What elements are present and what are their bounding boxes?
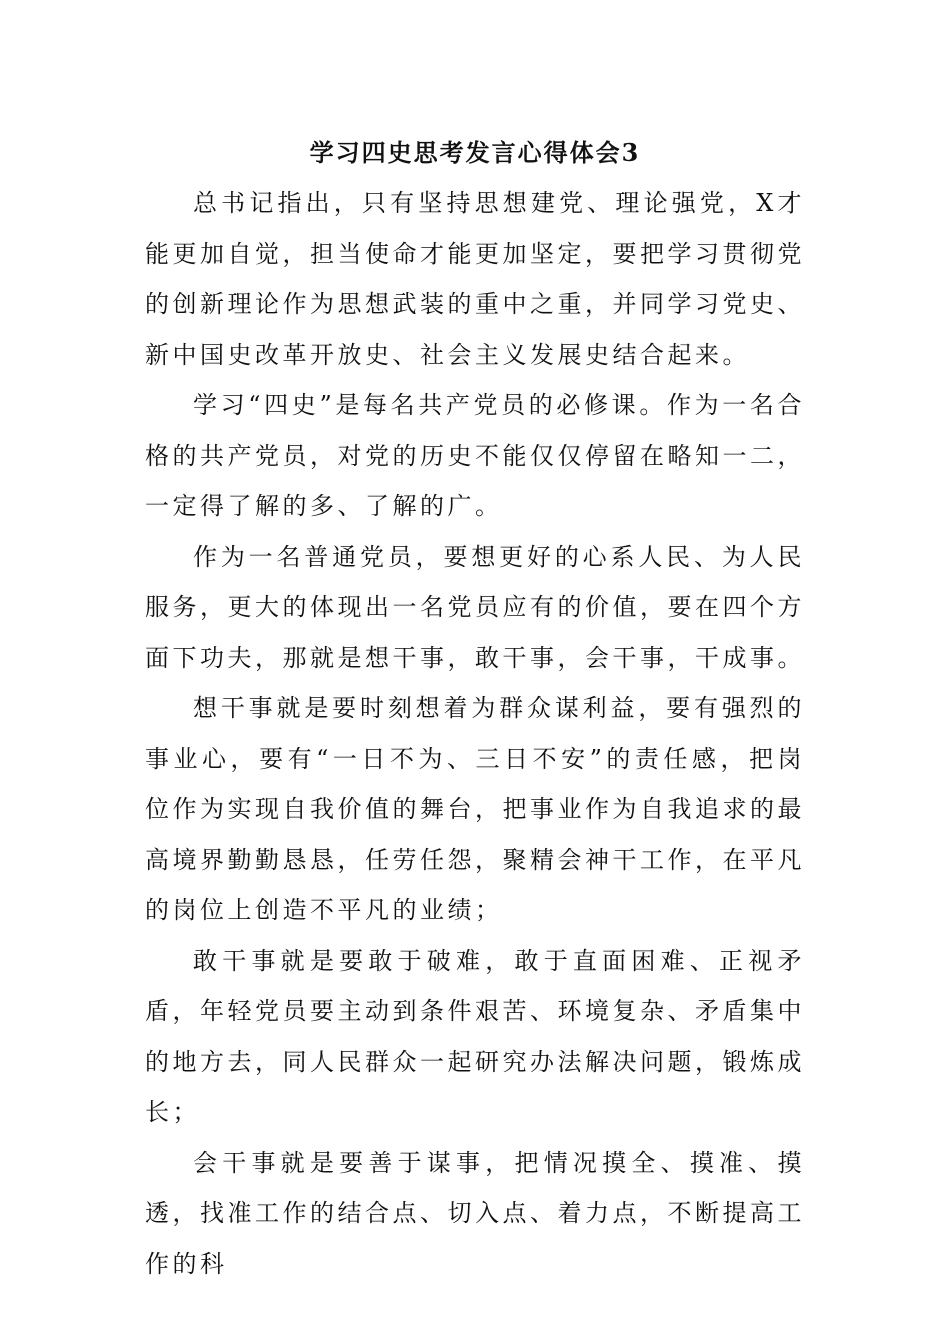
document-body [145,178,805,1289]
document-title: 学习四史思考发言心得体会3 [309,138,641,167]
paragraph-2: 学习“四史”是每名共产党员的必修课。作为一名合格的共产党员，对党的历史不能仅仅停留在略知一二，一定得了解的多、了解的广。 [145,391,805,520]
paragraph-3: 作为一名普通党员，要想更好的心系人民、为人民服务，更大的体现出一名党员应有的价值，要在四个方面下功夫，那就是想干事，敢干事，会干事，干成事。 [145,542,805,672]
paragraph-4: 想干事就是要时刻想着为群众谋利益，要有强烈的事业心，要有“一日不为、三日不安”的责任感，把岗位作为实现自我价值的舞台，把事业作为自我追求的最高境界勤勤恳恳，任劳任怨，聚精会神干工作，在平凡的岗位上创造不平凡的业绩； [145,694,805,924]
paragraph-6: 会干事就是要善于谋事，把情况摸全、摸准、摸透，找准工作的结合点、切入点、着力点，不断提高工作的科 [145,1148,805,1278]
paragraph-1: 总书记指出，只有坚持思想建党、理论强党，X才能更加自觉，担当使命才能更加坚定，要把学习贯彻党的创新理论作为思想武装的重中之重，并同学习党史、新中国史改革开放史、社会主义发展史结合起来。 [145,189,805,369]
paragraph-5: 敢干事就是要敢于破难，敢于直面困难、正视矛盾，年轻党员要主动到条件艰苦、环境复杂、矛盾集中的地方去，同人民群众一起研究办法解决问题，锻炼成长； [145,946,805,1126]
